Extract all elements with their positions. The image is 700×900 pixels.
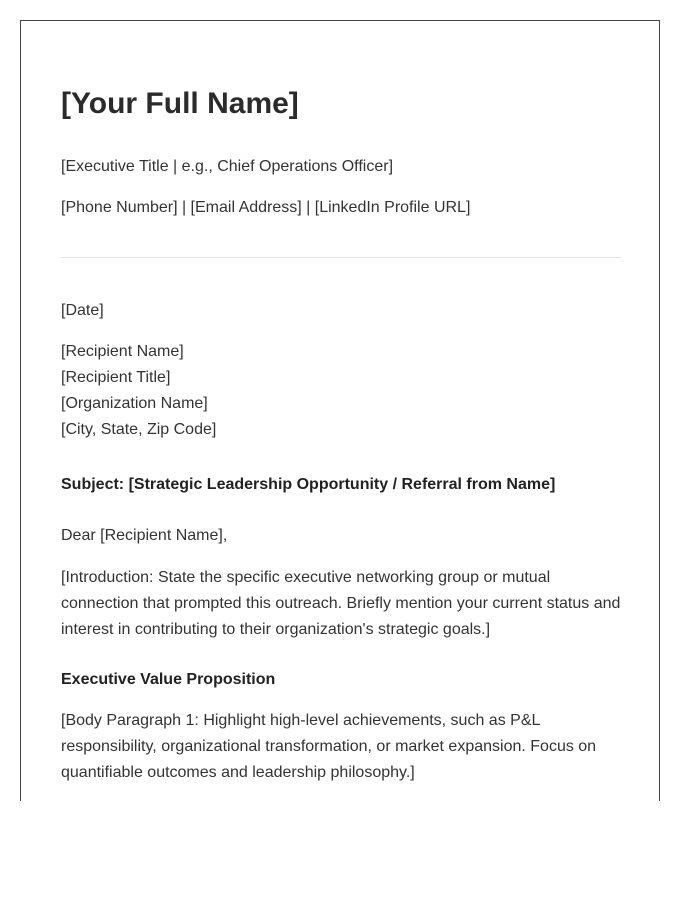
introduction-paragraph: [Introduction: State the specific executive networking group or mutual connection that prompted this outreach. Briefly mention your current status and interest in contributing to their organization's strategic goals.] — [61, 569, 621, 638]
recipient-name: [Recipient Name] — [61, 343, 184, 360]
letter-subject: Subject: [Strategic Leadership Opportunity / Referral from Name] — [61, 476, 556, 493]
letter-page — [20, 20, 660, 801]
sender-contact: [Phone Number] | [Email Address] | [LinkedIn Profile URL] — [61, 199, 471, 216]
sender-name: [Your Full Name] — [61, 87, 299, 120]
letter-date: [Date] — [61, 302, 104, 319]
recipient-organization: [Organization Name] — [61, 395, 208, 412]
recipient-city-state-zip: [City, State, Zip Code] — [61, 421, 217, 438]
recipient-address-block — [61, 339, 216, 443]
sender-title: [Executive Title | e.g., Chief Operations Officer] — [61, 158, 394, 175]
section-heading: Executive Value Proposition — [61, 671, 276, 688]
body-paragraph-1: [Body Paragraph 1: Highlight high-level achievements, such as P&L responsibility, organizational transformation, or market expansion. Focus on quantifiable outcomes and leadership philosophy.] — [61, 712, 597, 781]
letter-salutation: Dear [Recipient Name], — [61, 527, 228, 544]
recipient-title: [Recipient Title] — [61, 369, 171, 386]
header-divider — [61, 257, 621, 258]
